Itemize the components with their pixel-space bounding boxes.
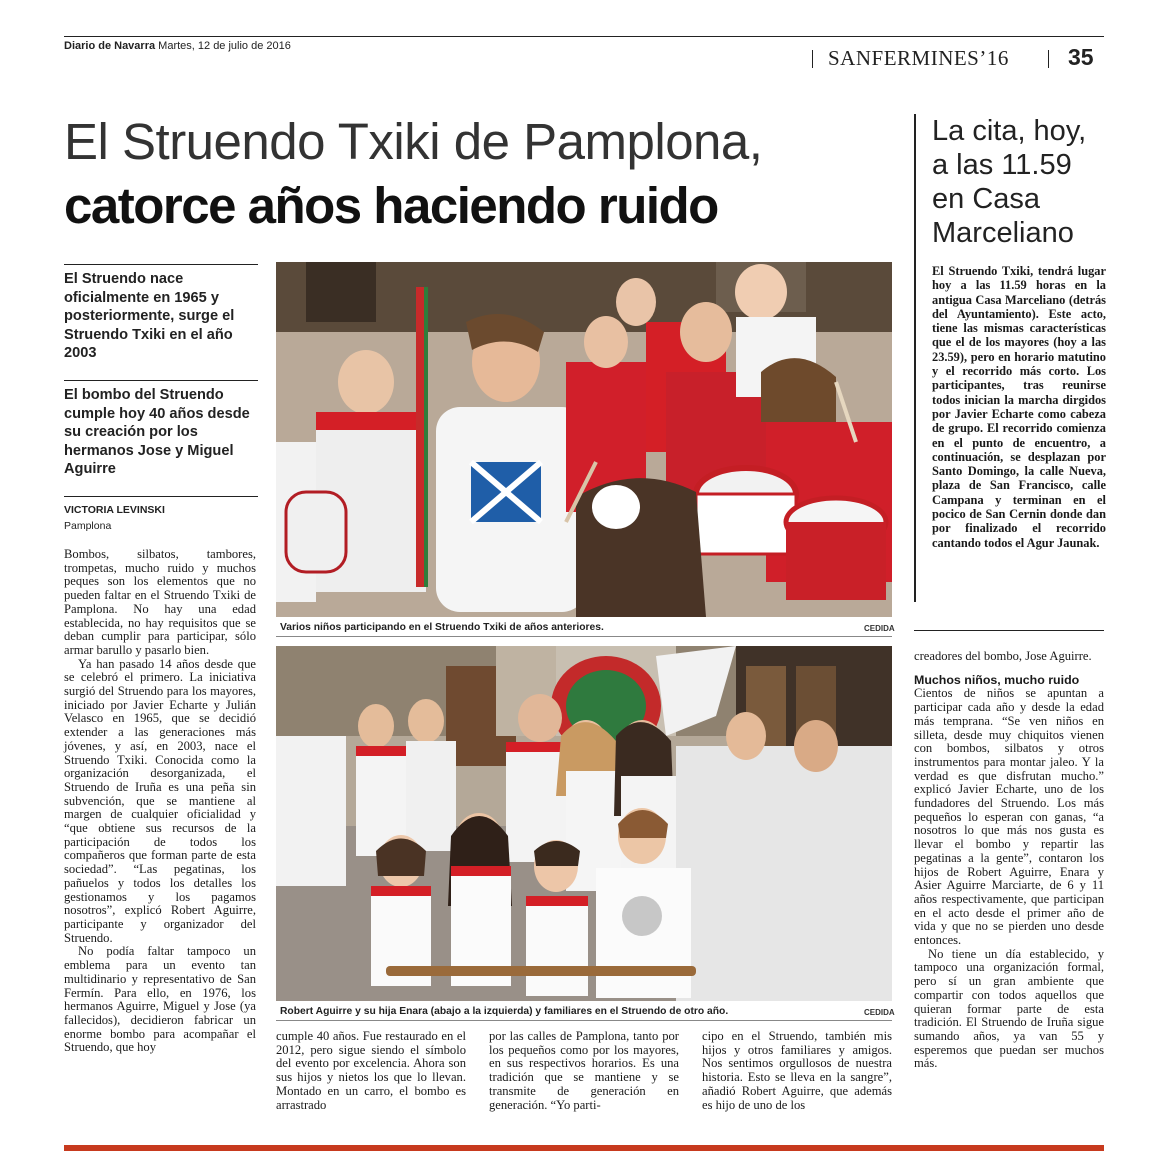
paragraph: Ya han pasado 14 años desde que se celebró el primero. La iniciativa surgió del Struendo para los mayores, iniciado por Javier Echarte y Julián Velasco en 1965, que se decidió extender a las generaciones más jóvenes, y así, en 2003, nace el Struendo Txiki. Conocida como la organización desorganizada, el Struendo de Iruña es una peña sin subvención, que se mantiene al margen de cualquier oficialidad y “que obtiene sus recursos de la participación de todos los compañeros que forman parte de esta sociedad”. “Las pegatinas, los pañuelos y todos los detalles los gestionamos y los pagamos nosotros”, explicó Robert Aguirre, participante y organizador del Struendo. bbox=[64, 656, 256, 945]
article-column-4: cipo en el Struendo, también mis hijos y otros familiares y amigos. Nos sentimos orgullosos de nuestra historia. Esto se lleva en la sangre”, añadió Robert Aguirre, que además es hijo de uno de los bbox=[702, 1029, 892, 1112]
section-divider-right bbox=[1048, 50, 1049, 68]
paragraph: No podía faltar tampoco un emblema para un evento tan multidinario y representativo de San Fermín. Para ello, en 1976, los hermanos Aguirre, Miguel y Jose (ya fallecidos), decidieron fabricar un enorme bombo para acompañar el Struendo, que hoy bbox=[64, 944, 256, 1055]
photo-children-parade bbox=[276, 262, 892, 617]
section-divider-left bbox=[812, 50, 813, 68]
photo-illustration bbox=[276, 646, 892, 1001]
photo-illustration bbox=[276, 262, 892, 617]
sidebar-text: El Struendo Txiki, tendrá lugar hoy a las 11.59 horas en la antigua Casa Marceliano (detrás del Ayuntamiento). Este acto, tiene las mismas características que el de los mayores (hoy a las 23.59), pero en horario matutino y el recorrido más corto. Los participantes, tras reunirse todos inician la marcha dirgidos por Javier Echarte como cabeza de grupo. El recorrido comienza en el punto de encuentro, a continuación, se desplazan por Santo Domingo, la calle Nueva, plaza de San Francisco, calle Campana y terminan en el pocico de San Cernin donde dan por finalizado el recorrido cantando todos el Agur Jaunak. bbox=[932, 264, 1106, 550]
article-column-1 bbox=[64, 548, 256, 1055]
header-rule bbox=[64, 36, 1104, 37]
caption-rule bbox=[276, 636, 892, 637]
section-name: SANFERMINES’16 bbox=[828, 46, 1009, 70]
column-rule bbox=[914, 630, 1104, 631]
article-column-5 bbox=[914, 650, 1104, 1071]
sidebar-title: La cita, hoy, a las 11.59 en Casa Marceliano bbox=[932, 115, 1087, 249]
subheading-muchos-ninos: Muchos niños, mucho ruido bbox=[914, 672, 1080, 687]
subhead-1: El Struendo nace oficialmente en 1965 y posteriormente, surge el Struendo Txiki en el año 2003 bbox=[64, 271, 235, 361]
paragraph: Bombos, silbatos, tambores, trompetas, mucho ruido y muchos peques son los elementos que no pueden faltar en el Struendo Txiki de Pamplona. No hay una edad establecida, no hay requisitos que se deban cumplir para participar, sólo armar barullo y pasarlo bien. bbox=[64, 547, 256, 657]
article-column-2: cumple 40 años. Fue restaurado en el 2012, pero sigue siendo el símbolo del evento por excelencia. Ahora son sus hijos y nietos los que lo llevan. Montado en un carro, el bombo es arrastrado bbox=[276, 1029, 466, 1112]
publication-info bbox=[64, 40, 291, 52]
photo-1-credit: CEDIDA bbox=[864, 624, 895, 633]
paragraph: Cientos de niños se apuntan a participar cada año y desde la edad más temprana. “Se ven niños en silleta, desde muy chiquitos vienen con bombos, silbatos y otros instrumentos para montar jaleo. Y la verdad es que disfrutan mucho.” explicó Javier Echarte, uno de los fundadores del Struendo. Los más pequeños lo esperan con ganas, “a nosotros lo que más nos gusta es llevar el bombo y repartir las pegatinas a la gente”, contaron los hijos de Robert Aguirre, Enara y Asier Aguirre Marciarte, de 6 y 11 años respectivamente, que participan en el acto desde el primer año de vida y que no se pierden uno desde entonces. bbox=[914, 686, 1104, 948]
photo-family-struendo bbox=[276, 646, 892, 1001]
sidebar-rule bbox=[914, 114, 916, 602]
publication-date: Martes, 12 de julio de 2016 bbox=[158, 40, 291, 52]
subhead-rule bbox=[64, 380, 258, 381]
paragraph: creadores del bombo, Jose Aguirre. bbox=[914, 649, 1092, 663]
subhead-rule bbox=[64, 496, 258, 497]
photo-2-caption: Robert Aguirre y su hija Enara (abajo a la izquierda) y familiares en el Struendo de otro año. bbox=[280, 1006, 729, 1017]
caption-rule bbox=[276, 1020, 892, 1021]
byline-place: Pamplona bbox=[64, 520, 112, 532]
headline-line-2: catorce años haciendo ruido bbox=[64, 177, 718, 234]
subhead-rule bbox=[64, 264, 258, 265]
photo-2-credit: CEDIDA bbox=[864, 1008, 895, 1017]
page-number: 35 bbox=[1068, 44, 1094, 70]
paragraph: No tiene un día establecido, y tampoco una organización formal, pero sí un gran ambiente que compartir con todos aquellos que quieran formar parte de esta tradición. El Struendo de Iruña sigue sumando años, ya van 55 y esperemos que puedan ser muchos más. bbox=[914, 946, 1104, 1071]
photo-1-caption: Varios niños participando en el Struendo Txiki de años anteriores. bbox=[280, 622, 604, 633]
publication-name: Diario de Navarra bbox=[64, 40, 156, 52]
byline-author: VICTORIA LEVINSKI bbox=[64, 504, 165, 516]
article-column-3: por las calles de Pamplona, tanto por los pequeños como por los mayores, en sus respectivos horarios. Es una tradición que se mantiene y se transmite de generación en generación. “Yo parti- bbox=[489, 1029, 679, 1112]
footer-accent-bar bbox=[64, 1145, 1104, 1151]
headline-line-1: El Struendo Txiki de Pamplona, bbox=[64, 113, 763, 170]
subhead-2: El bombo del Struendo cumple hoy 40 años desde su creación por los hermanos Jose y Miguel Aguirre bbox=[64, 387, 250, 477]
